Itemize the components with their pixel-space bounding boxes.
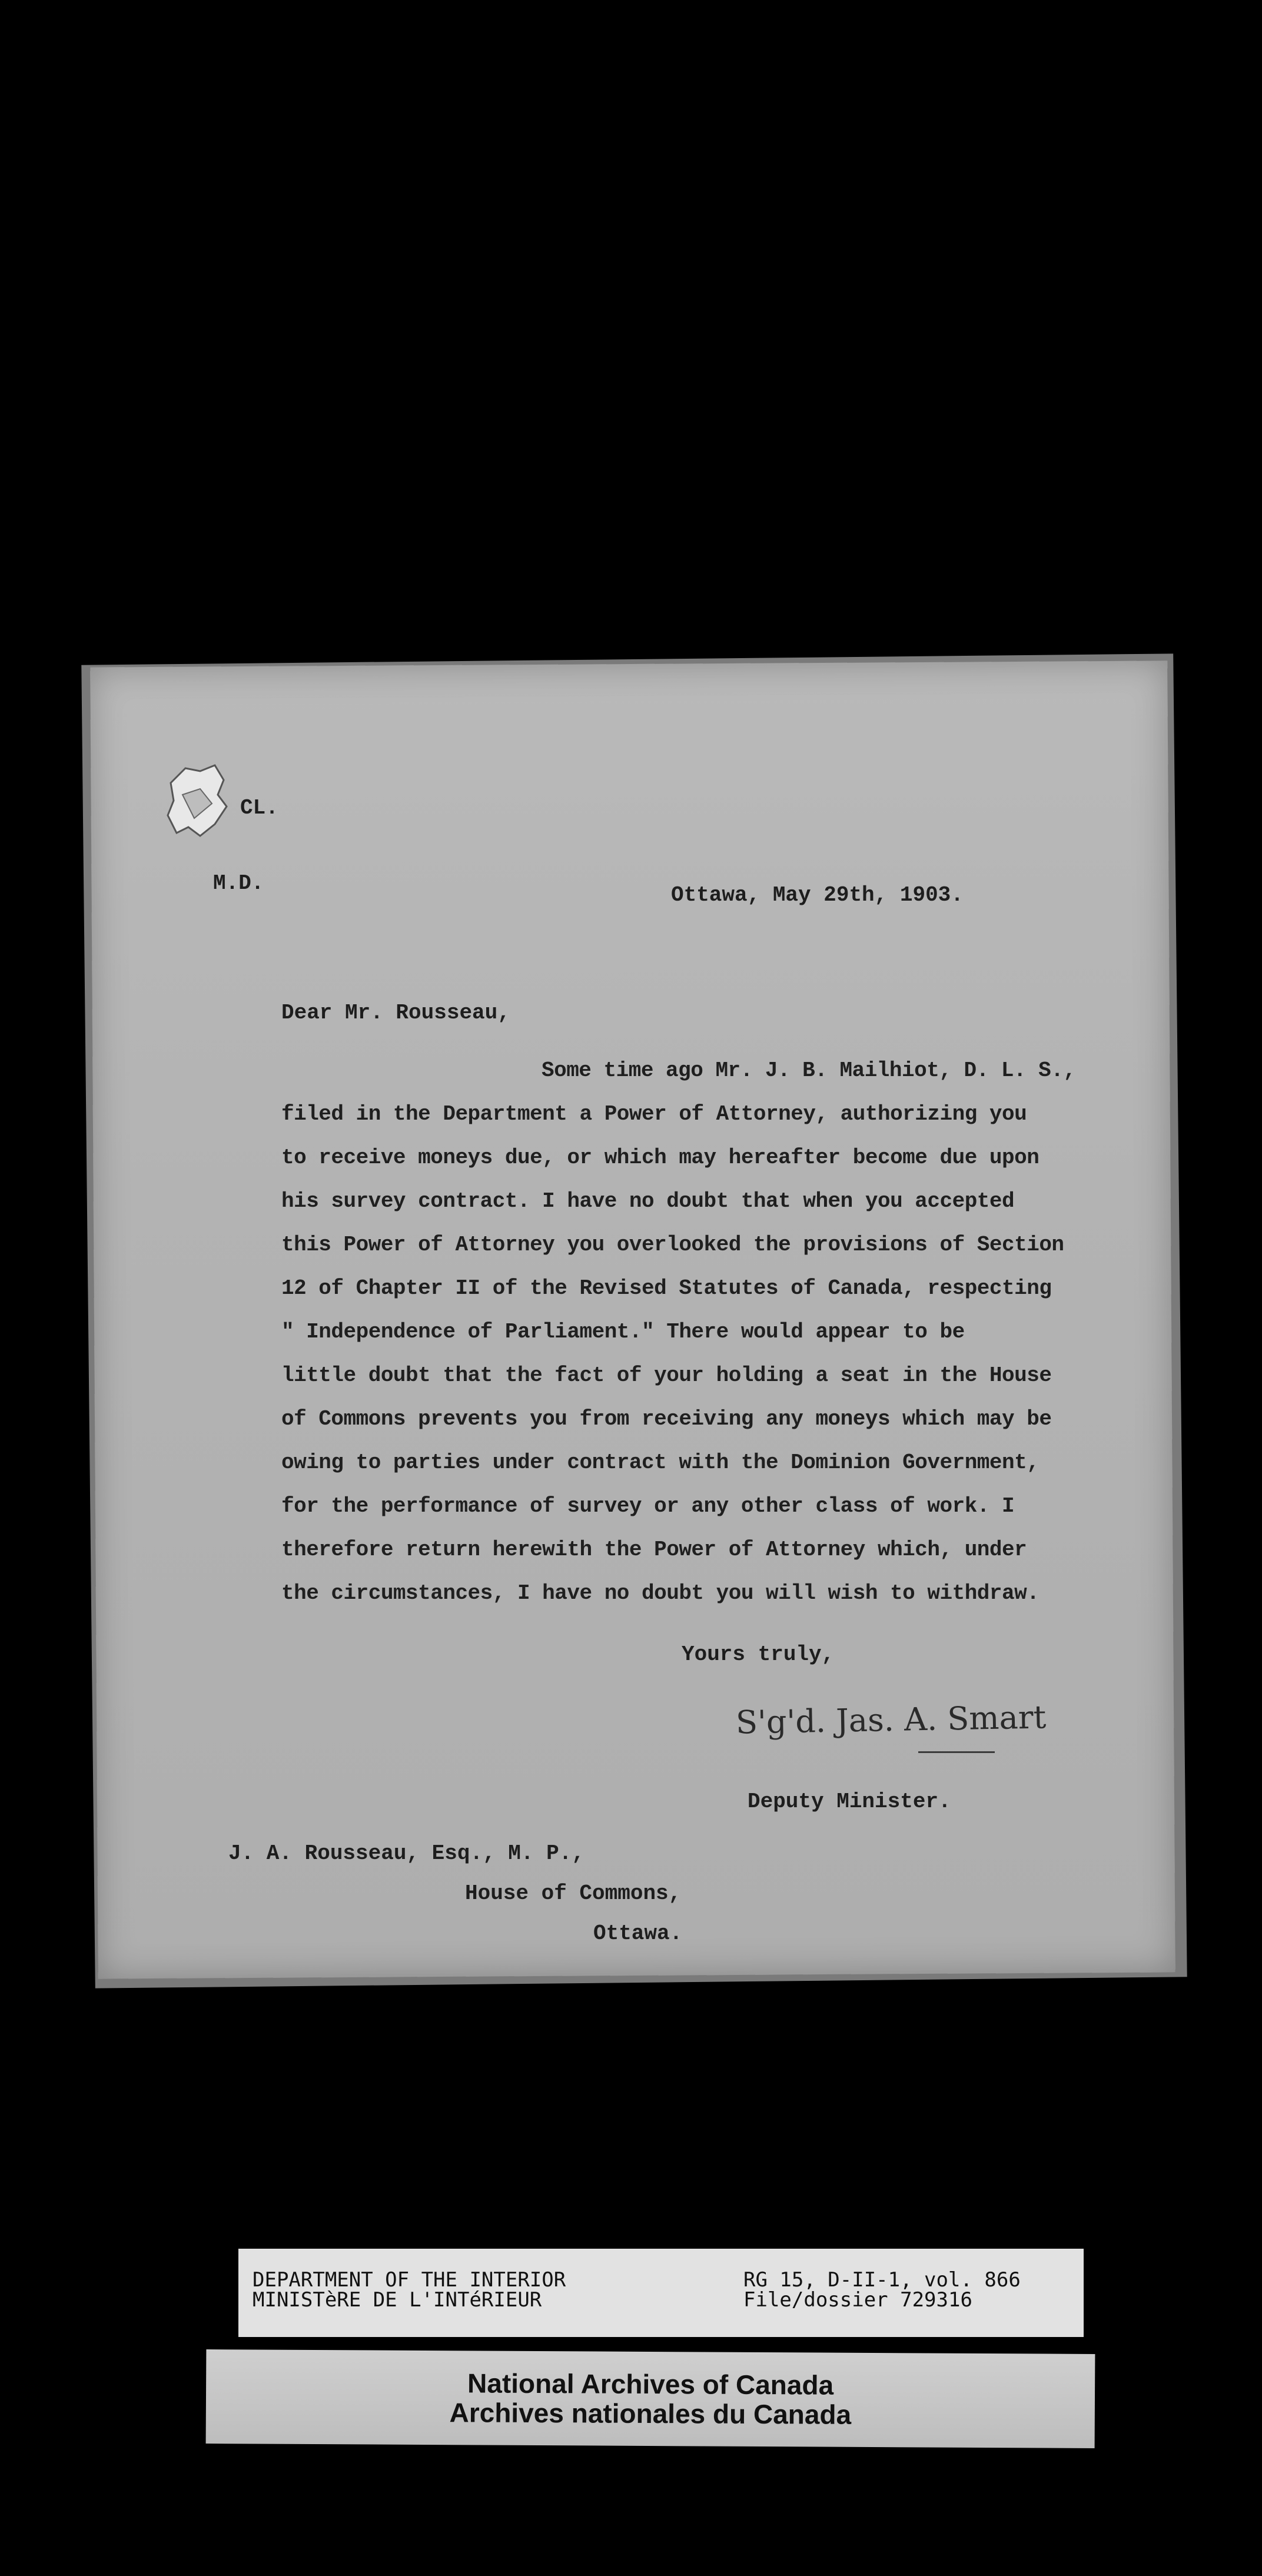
signature-underline (918, 1751, 995, 1753)
letter-body-line: little doubt that the fact of your holding a seat in the House (281, 1363, 1052, 1387)
letter-body-line: the circumstances, I have no doubt you will wish to withdraw. (281, 1581, 1040, 1605)
letter-body-line: " Independence of Parliament." There would appear to be (281, 1320, 965, 1344)
letter-body-line: therefore return herewith the Power of Attorney which, under (281, 1538, 1027, 1562)
signature: S'g'd. Jas. A. Smart (735, 1698, 1047, 1741)
letter-body-line: this Power of Attorney you overlooked the provisions of Section (281, 1233, 1064, 1257)
letter-dateline: Ottawa, May 29th, 1903. (671, 883, 964, 907)
letter-body-line: filed in the Department a Power of Attorney, authorizing you (281, 1102, 1027, 1126)
letter-body-line: 12 of Chapter II of the Revised Statutes of Canada, respecting (281, 1276, 1052, 1300)
banner-line-english: National Archives of Canada (467, 2368, 834, 2401)
letter-body-line: his survey contract. I have no doubt that when you accepted (281, 1189, 1015, 1213)
address-line-3: Ottawa. (593, 1921, 683, 1946)
reference-initials-1: CL. (240, 796, 278, 820)
address-line-2: House of Commons, (465, 1881, 682, 1906)
archive-reference-label (238, 2249, 1084, 2337)
department-french: MINISTèRE DE L'INTéRIEUR (253, 2288, 542, 2312)
letter-salutation: Dear Mr. Rousseau, (281, 1001, 510, 1025)
archives-banner (206, 2349, 1095, 2448)
department-english: DEPARTMENT OF THE INTERIOR (253, 2268, 566, 2292)
letter-body-line: to receive moneys due, or which may hereafter become due upon (281, 1146, 1040, 1170)
letter-body-line: of Commons prevents you from receiving any moneys which may be (281, 1407, 1052, 1431)
signer-title: Deputy Minister. (748, 1790, 951, 1814)
archive-file-number: File/dossier 729316 (743, 2288, 972, 2312)
torn-hole-mark (159, 759, 235, 842)
archive-reference: RG 15, D-II-1, vol. 866 (743, 2268, 1021, 2292)
letter-body-line: Some time ago Mr. J. B. Mailhiot, D. L. S., (542, 1058, 1076, 1083)
letter-body-line: owing to parties under contract with the Dominion Government, (281, 1450, 1040, 1475)
banner-line-french: Archives nationales du Canada (449, 2397, 852, 2430)
letter-closing: Yours truly, (682, 1642, 835, 1667)
letter-body-line: for the performance of survey or any other class of work. I (281, 1494, 1015, 1518)
reference-initials-2: M.D. (213, 871, 264, 895)
address-line-1: J. A. Rousseau, Esq., M. P., (228, 1841, 584, 1865)
